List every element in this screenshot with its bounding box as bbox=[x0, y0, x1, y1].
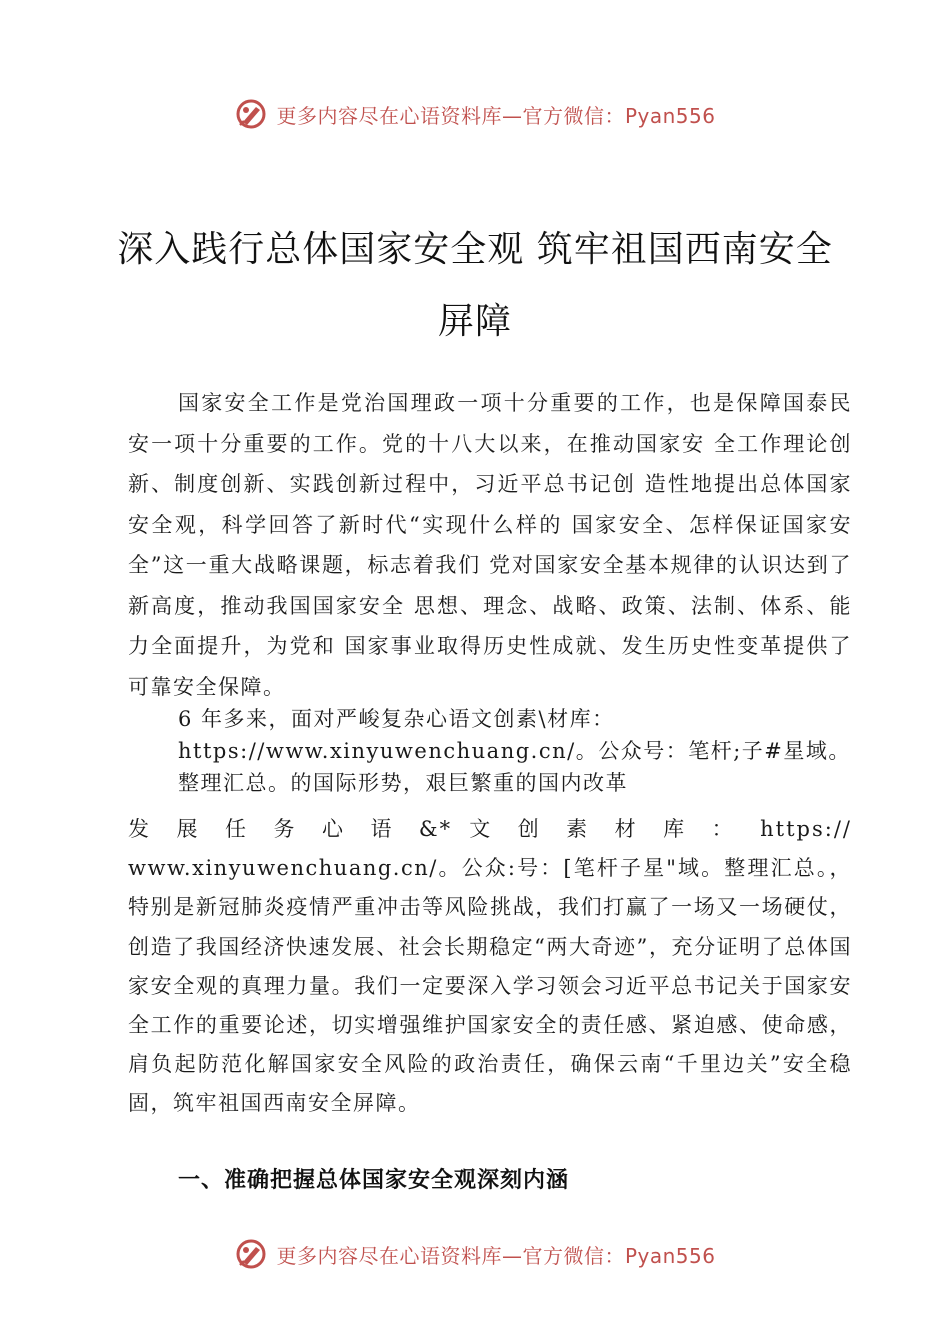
paragraph-3 bbox=[128, 810, 852, 1124]
pen-seal-icon bbox=[234, 97, 268, 131]
pen-seal-icon bbox=[234, 1237, 268, 1271]
paragraph-2: 6 年多来，面对严峻复杂心语文创素\材库： https://www.xinyuwenchuang.cn/。公众号：笔杆;子#星域。 整理汇总。的国际形势，艰巨繁重的国内改革 bbox=[178, 707, 851, 795]
paragraph-3-first-line: 发 展 任 务 心 语 &* 文 创 素 材 库 ： https:// bbox=[128, 817, 852, 841]
header-banner bbox=[0, 94, 950, 134]
paragraph-3-body: www.xinyuwenchuang.cn/。公众:号：[笔杆子星"域。整理汇总。，特别是新冠肺炎疫情严重冲击等风险挑战，我们打赢了一场又一场硬仗，创造了我国经济快速发展、社会长期稳定“两大奇迹”，充分证明了总体国家安全观的真理力量。我们一定要深入学习领会习近平总书记关于国家安全工作的重要论述，切实增强维护国家安全的责任感、紧迫感、使命感，肩负起防范化解国家安全风险的政治责任，确保云南“千里边关”安全稳固，筑牢祖国西南安全屏障。 bbox=[128, 856, 852, 1116]
title-line-2: 屏障 bbox=[437, 301, 512, 342]
footer-banner bbox=[0, 1234, 950, 1274]
document-title bbox=[60, 214, 890, 358]
header-banner-text: 更多内容尽在心语资料库—官方微信：Pyan556 bbox=[276, 103, 716, 128]
footer-banner-text: 更多内容尽在心语资料库—官方微信：Pyan556 bbox=[276, 1243, 716, 1268]
paragraph-1: 国家安全工作是党治国理政一项十分重要的工作，也是保障国泰民安一项十分重要的工作。党的十八大以来，在推动国家安 全工作理论创新、制度创新、实践创新过程中，习近平总书记创 造性地提出总体国家安全观，科学回答了新时代“实现什么样的 国家安全、怎样保证国家安全”这一重大战略课题，标志着我们 党对国家安全基本规律的认识达到了新高度，推动我国国家安全 思想、理念、战略、政策、法制、体系、能力全面提升，为党和 国家事业取得历史性成就、发生历史性变革提供了可靠安全保障。 bbox=[128, 391, 852, 699]
title-line-1: 深入践行总体国家安全观 筑牢祖国西南安全 bbox=[117, 229, 833, 270]
section-heading: 一、准确把握总体国家安全观深刻内涵 bbox=[178, 1168, 570, 1193]
